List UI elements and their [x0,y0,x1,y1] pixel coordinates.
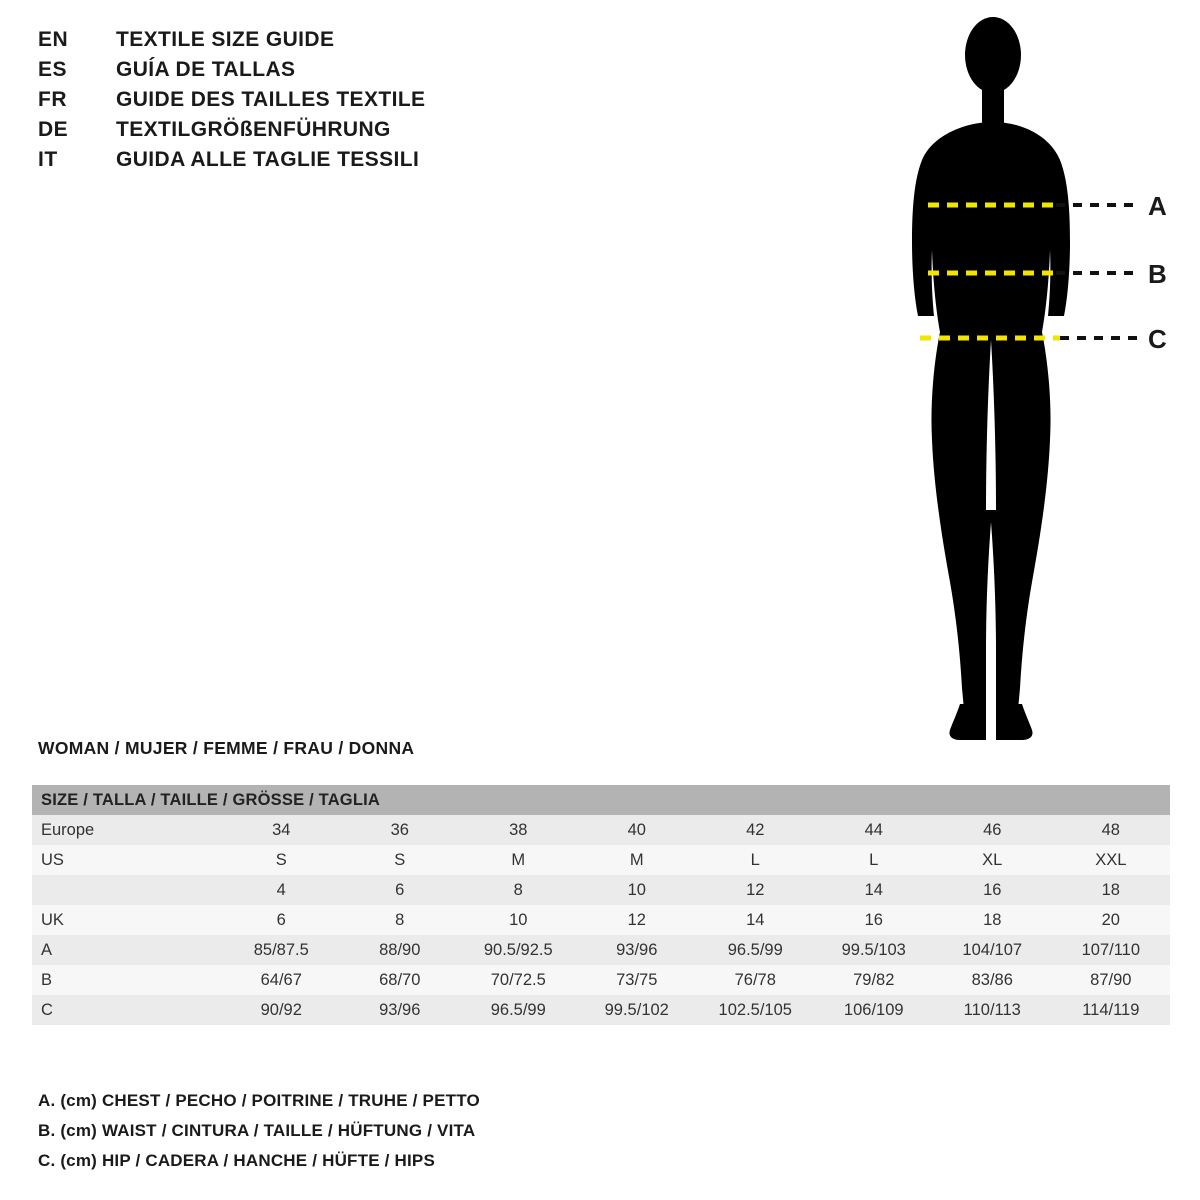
title-row-de [38,118,598,148]
cell-b-7: 83/86 [933,965,1052,995]
row-label-us: US [32,845,222,875]
cell-c-4: 99.5/102 [578,995,697,1025]
title-block [38,28,598,178]
cell-europe-6: 44 [815,815,934,845]
cell-europe-2: 36 [341,815,460,845]
footnote-a: A. (cm) CHEST / PECHO / POITRINE / TRUHE / PETTO [38,1091,480,1110]
title-row-en [38,28,598,58]
cell-b-2: 68/70 [341,965,460,995]
figure-label-b: B [1148,259,1167,289]
language-code-es: ES [38,58,68,81]
cell-a-3: 90.5/92.5 [459,935,578,965]
cell-us-8: XXL [1052,845,1171,875]
cell-us-7: XL [933,845,1052,875]
cell-uk-4: 12 [578,905,697,935]
table-row [32,965,1170,995]
cell-b-8: 87/90 [1052,965,1171,995]
cell-us-4: M [578,845,697,875]
cell-europe-1: 34 [222,815,341,845]
cell-us-3: M [459,845,578,875]
cell-europe-5: 42 [696,815,815,845]
cell-c-7: 110/113 [933,995,1052,1025]
footnote-b: B. (cm) WAIST / CINTURA / TAILLE / HÜFTUNG / VITA [38,1121,476,1140]
cell-uk-5: 14 [696,905,815,935]
row-label-c: C [32,995,222,1025]
page-title-de: TEXTILGRÖßENFÜHRUNG [116,118,391,141]
cell-europe-4: 40 [578,815,697,845]
title-row-fr [38,88,598,118]
page-title-fr: GUIDE DES TAILLES TEXTILE [116,88,426,111]
table-row [32,905,1170,935]
cell-c-6: 106/109 [815,995,934,1025]
footnotes [38,1092,838,1182]
row-label-uk: UK [32,905,222,935]
cell-c-1: 90/92 [222,995,341,1025]
cell-c-2: 93/96 [341,995,460,1025]
row-label-a: A [32,935,222,965]
cell-b-4: 73/75 [578,965,697,995]
table-row [32,845,1170,875]
table-row [32,875,1170,905]
table-row [32,935,1170,965]
language-code-fr: FR [38,88,67,111]
cell-b-1: 64/67 [222,965,341,995]
cell-europe-8: 48 [1052,815,1171,845]
footnote-c: C. (cm) HIP / CADERA / HANCHE / HÜFTE / HIPS [38,1151,436,1170]
female-silhouette-icon [912,17,1070,740]
cell-usnum-4: 10 [578,875,697,905]
cell-uk-6: 16 [815,905,934,935]
language-code-de: DE [38,118,69,141]
row-label-europe: Europe [32,815,222,845]
size-table [32,785,1170,1025]
cell-usnum-6: 14 [815,875,934,905]
cell-a-1: 85/87.5 [222,935,341,965]
cell-usnum-8: 18 [1052,875,1171,905]
cell-c-8: 114/119 [1052,995,1171,1025]
figure-label-c: C [1148,324,1167,354]
cell-a-6: 99.5/103 [815,935,934,965]
page-title-it: GUIDA ALLE TAGLIE TESSILI [116,148,420,171]
language-code-en: EN [38,28,69,51]
title-row-it [38,148,598,178]
cell-a-8: 107/110 [1052,935,1171,965]
cell-us-6: L [815,845,934,875]
measurement-figure [860,10,1190,750]
page-title-es: GUÍA DE TALLAS [116,58,296,81]
cell-usnum-5: 12 [696,875,815,905]
cell-b-5: 76/78 [696,965,815,995]
row-label-us-numeric [32,875,222,905]
cell-europe-3: 38 [459,815,578,845]
cell-uk-8: 20 [1052,905,1171,935]
cell-b-3: 70/72.5 [459,965,578,995]
cell-us-5: L [696,845,815,875]
cell-a-4: 93/96 [578,935,697,965]
cell-uk-2: 8 [341,905,460,935]
cell-europe-7: 46 [933,815,1052,845]
cell-uk-7: 18 [933,905,1052,935]
cell-c-5: 102.5/105 [696,995,815,1025]
table-header-label: SIZE / TALLA / TAILLE / GRÖSSE / TAGLIA [32,785,1170,815]
section-caption: WOMAN / MUJER / FEMME / FRAU / DONNA [38,738,415,758]
cell-uk-1: 6 [222,905,341,935]
cell-us-1: S [222,845,341,875]
cell-c-3: 96.5/99 [459,995,578,1025]
table-row [32,815,1170,845]
cell-a-5: 96.5/99 [696,935,815,965]
table-header-row [32,785,1170,815]
cell-a-2: 88/90 [341,935,460,965]
title-row-es [38,58,598,88]
cell-b-6: 79/82 [815,965,934,995]
figure-label-a: A [1148,191,1167,221]
cell-a-7: 104/107 [933,935,1052,965]
cell-usnum-3: 8 [459,875,578,905]
table-row [32,995,1170,1025]
cell-uk-3: 10 [459,905,578,935]
page-title-en: TEXTILE SIZE GUIDE [116,28,335,51]
cell-usnum-1: 4 [222,875,341,905]
cell-usnum-2: 6 [341,875,460,905]
cell-us-2: S [341,845,460,875]
cell-usnum-7: 16 [933,875,1052,905]
row-label-b: B [32,965,222,995]
language-code-it: IT [38,148,58,171]
